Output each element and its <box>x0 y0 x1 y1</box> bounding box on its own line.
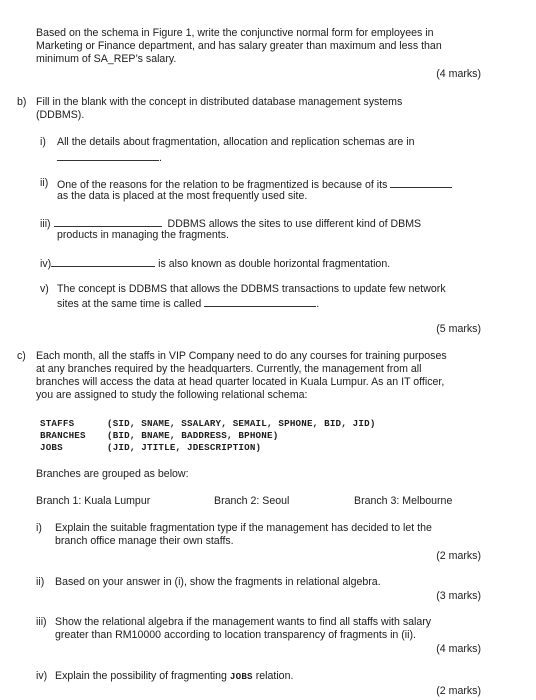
b-ii-blank[interactable] <box>390 177 452 188</box>
c-iv-label: iv) <box>36 670 48 682</box>
branches-intro: Branches are grouped as below: <box>36 468 189 480</box>
b-iii-text-1: DDBMS allows the sites to use different kind of DBMS <box>167 218 422 230</box>
schema-jobs-name: JOBS <box>40 442 63 453</box>
schema-staffs-attrs: (SID, SNAME, SSALARY, SEMAIL, SPHONE, BID, JID) <box>107 418 376 429</box>
c-iv-text-pre: Explain the possibility of fragmenting <box>55 670 227 682</box>
c-label: c) <box>17 350 26 362</box>
c-iii-marks: (4 marks) <box>436 643 481 655</box>
b-iii-label: iii) <box>40 218 51 230</box>
b-iv-text: is also known as double horizontal fragmentation. <box>158 258 391 270</box>
c-iv-text-post: relation. <box>255 670 294 682</box>
c-i-line-1: Explain the suitable fragmentation type if the management has decided to let the <box>55 522 432 534</box>
b-v-end: . <box>316 298 320 310</box>
c-iv-line <box>55 670 293 683</box>
b-ii-text-2: as the data is placed at the most frequently used site. <box>57 190 308 202</box>
c-i-label: i) <box>36 522 42 534</box>
intro-line-3: minimum of SA_REP’s salary. <box>36 53 177 65</box>
c-i-line-2: branch office manage their own staffs. <box>55 535 234 547</box>
b-v-text-1: The concept is DDBMS that allows the DDBMS transactions to update few network <box>57 283 446 295</box>
c-line-1: Each month, all the staffs in VIP Company need to do any courses for training purposes <box>36 350 447 362</box>
schema-branches-attrs: (BID, BNAME, BADDRESS, BPHONE) <box>107 430 279 441</box>
b-v-label: v) <box>40 283 49 295</box>
schema-branches-name: BRANCHES <box>40 430 86 441</box>
intro-line-1: Based on the schema in Figure 1, write the conjunctive normal form for employees in <box>36 27 434 39</box>
schema-jobs-attrs: (JID, JTITLE, JDESCRIPTION) <box>107 442 262 453</box>
c-iv-jobs: JOBS <box>229 671 253 682</box>
c-iii-line-2: greater than RM10000 according to location transparency of fragments in (ii). <box>55 629 416 641</box>
b-i-blank[interactable] <box>57 150 159 161</box>
b-ii-text-1: One of the reasons for the relation to be fragmentized is because of its <box>57 179 388 191</box>
b-line-2: (DDBMS). <box>36 109 85 121</box>
intro-marks: (4 marks) <box>436 68 481 80</box>
c-line-3: branches will access the data at head quarter located in Kuala Lumpur. As an IT officer, <box>36 376 445 388</box>
c-ii-label: ii) <box>36 576 45 588</box>
b-i-end: . <box>159 152 162 164</box>
c-line-2: at any branches required by the headquarters. Currently, the management from all <box>36 363 422 375</box>
c-ii-text: Based on your answer in (i), show the fragments in relational algebra. <box>55 576 381 588</box>
b-v-text-2: sites at the same time is called <box>57 298 202 310</box>
c-i-marks: (2 marks) <box>436 550 481 562</box>
branch-1: Branch 1: Kuala Lumpur <box>36 495 151 507</box>
b-i-answer-line <box>57 150 162 164</box>
b-iii-blank[interactable] <box>54 216 162 227</box>
b-ii-line-1 <box>57 177 452 191</box>
b-marks: (5 marks) <box>436 323 481 335</box>
c-iii-line-1: Show the relational algebra if the management wants to find all staffs with salary <box>55 616 432 628</box>
branch-2: Branch 2: Seoul <box>214 495 290 507</box>
b-ii-label: ii) <box>40 177 49 189</box>
c-ii-marks: (3 marks) <box>436 590 481 602</box>
b-line-1: Fill in the blank with the concept in distributed database management systems <box>36 96 403 108</box>
c-iii-label: iii) <box>36 616 47 628</box>
c-iv-marks: (2 marks) <box>436 685 481 697</box>
schema-staffs-name: STAFFS <box>40 418 75 429</box>
b-iv-blank[interactable] <box>51 256 155 267</box>
b-i-label: i) <box>40 136 46 148</box>
b-iii-text-2: products in managing the fragments. <box>57 229 229 241</box>
c-line-4: you are assigned to study the following relational schema: <box>36 389 308 401</box>
b-label: b) <box>17 96 27 108</box>
b-i-text: All the details about fragmentation, allocation and replication schemas are in <box>57 136 415 148</box>
b-v-blank[interactable] <box>204 296 316 307</box>
intro-line-2: Marketing or Finance department, and has salary greater than maximum and less than <box>36 40 442 52</box>
b-iv-label: iv) <box>40 258 52 270</box>
b-iv-line <box>40 256 390 270</box>
branch-3: Branch 3: Melbourne <box>354 495 453 507</box>
b-iii-line-1 <box>40 216 421 230</box>
b-v-line-2 <box>57 296 319 310</box>
